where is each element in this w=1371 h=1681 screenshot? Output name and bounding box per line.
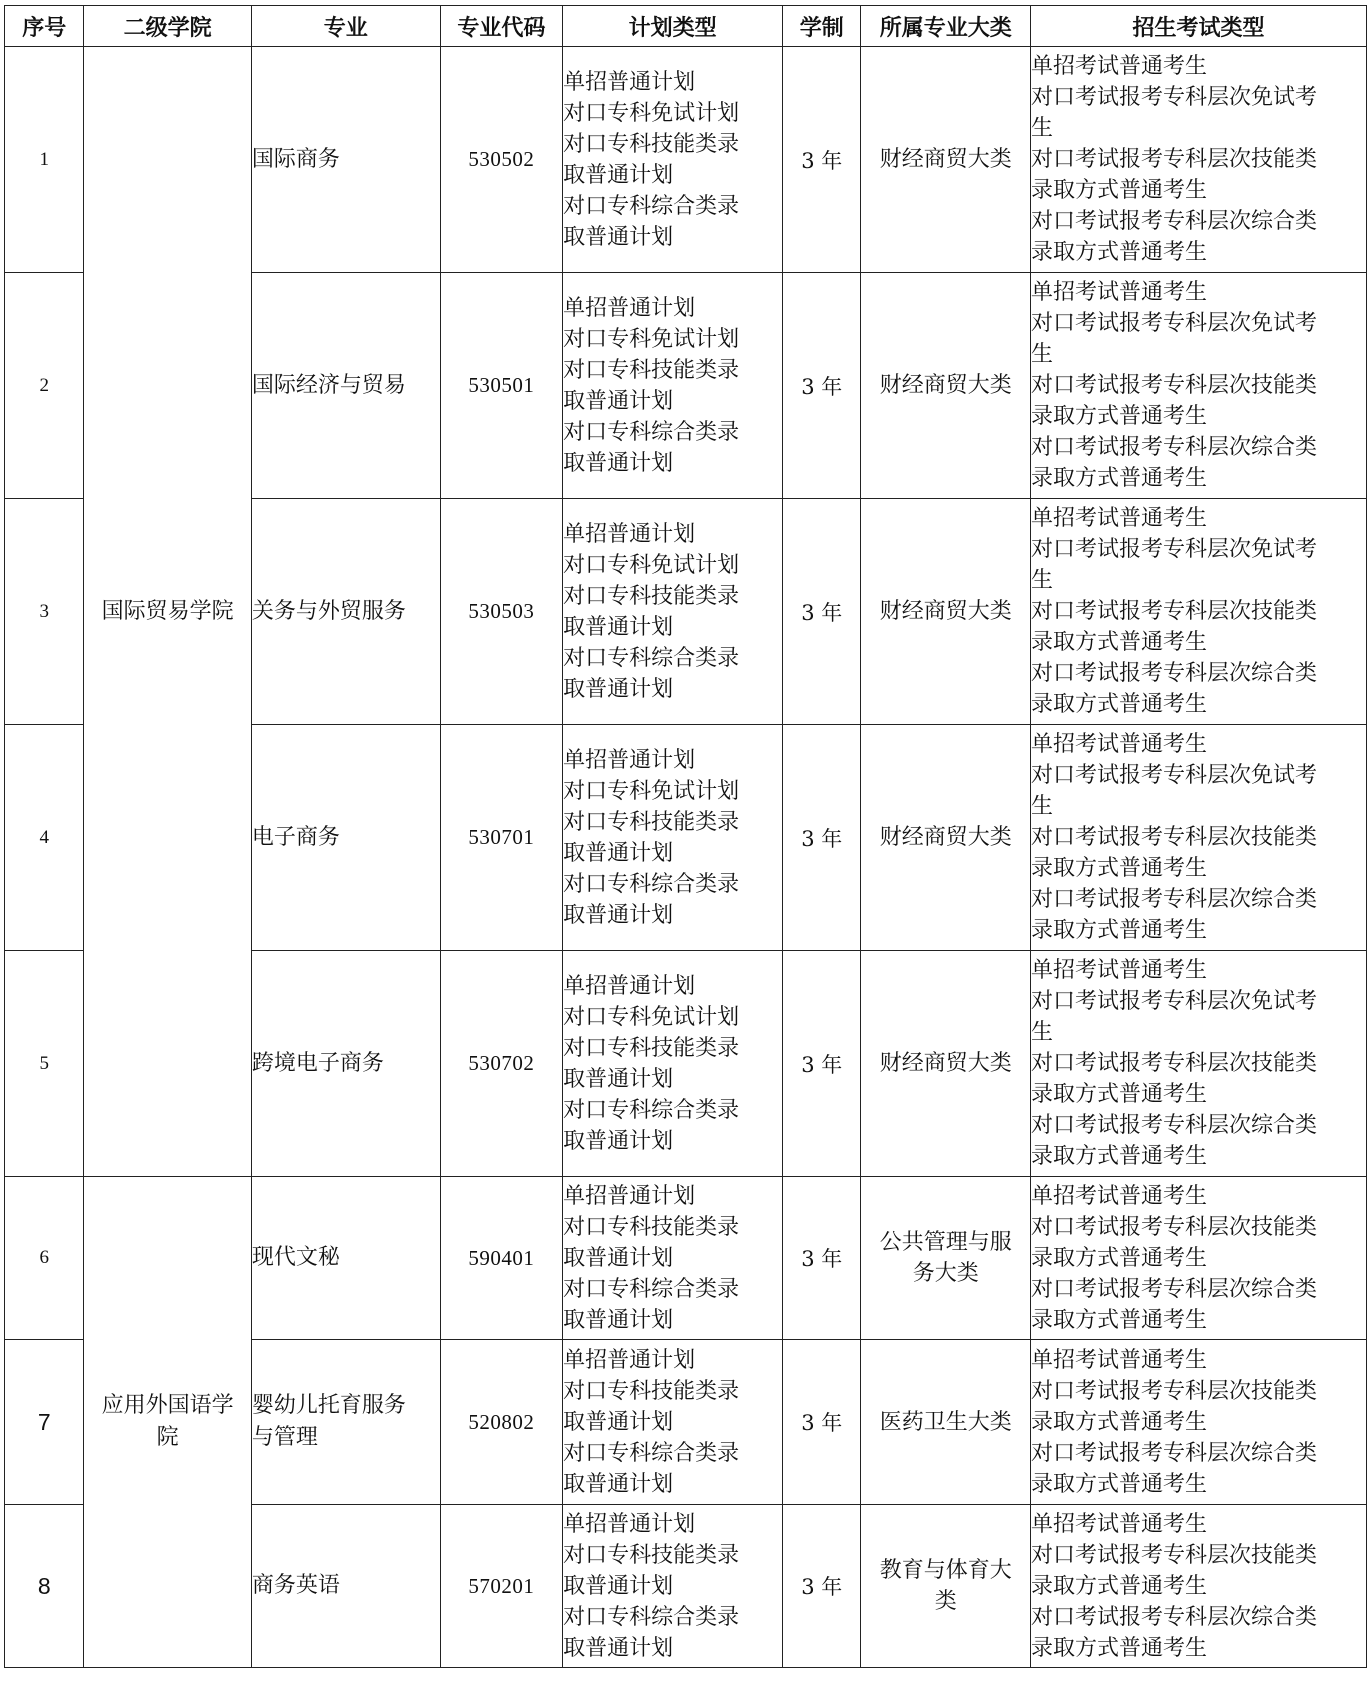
- category-line: 类: [934, 1589, 957, 1614]
- plan-line: 对口专科综合类录: [563, 1276, 740, 1302]
- exam-type-cell: [1031, 273, 1367, 499]
- plan-line: 取普通计划: [563, 162, 674, 188]
- plan-line: 取普通计划: [563, 1066, 674, 1092]
- plan-type-cell: [563, 951, 783, 1177]
- duration: 3 年: [783, 273, 861, 499]
- table-row: [5, 1177, 1367, 1340]
- exam-line: 对口考试报考专科层次技能类: [1031, 147, 1318, 172]
- exam-line: 录取方式普通考生: [1031, 1245, 1208, 1271]
- plan-type-cell: [563, 1505, 783, 1668]
- plan-line: 单招普通计划: [563, 69, 696, 95]
- plan-line: 取普通计划: [563, 1245, 674, 1271]
- plan-type-cell: [563, 47, 783, 273]
- plan-line: 对口专科免试计划: [563, 552, 740, 578]
- plan-line: 取普通计划: [563, 1471, 674, 1497]
- category-line: 务大类: [912, 1261, 979, 1286]
- duration: 3 年: [783, 47, 861, 273]
- plan-type-cell: [563, 499, 783, 725]
- category: 财经商贸大类: [861, 47, 1031, 273]
- row-index: 6: [5, 1177, 84, 1340]
- exam-line: 单招考试普通考生: [1031, 1511, 1208, 1537]
- major-code: 590401: [440, 1177, 562, 1340]
- enrollment-table: [4, 5, 1367, 1668]
- plan-line: 单招普通计划: [563, 973, 696, 999]
- plan-line: 取普通计划: [563, 1573, 674, 1599]
- exam-line: 单招考试普通考生: [1031, 54, 1208, 79]
- duration: 3 年: [783, 1505, 861, 1668]
- plan-line: 取普通计划: [563, 1409, 674, 1435]
- exam-line: 生: [1031, 342, 1054, 367]
- plan-line: 对口专科免试计划: [563, 100, 740, 126]
- header-index: 序号: [5, 6, 84, 47]
- exam-line: 对口考试报考专科层次技能类: [1031, 1542, 1318, 1568]
- plan-line: 单招普通计划: [563, 1511, 696, 1537]
- exam-type-cell: [1031, 725, 1367, 951]
- row-index: 4: [5, 725, 84, 951]
- exam-type-cell: [1031, 1505, 1367, 1668]
- plan-line: 单招普通计划: [563, 1347, 696, 1373]
- exam-line: 对口考试报考专科层次技能类: [1031, 1214, 1318, 1240]
- exam-line: 对口考试报考专科层次免试考: [1031, 85, 1318, 110]
- header-duration: 学制: [783, 6, 861, 47]
- category: 医药卫生大类: [861, 1340, 1031, 1505]
- plan-line: 对口专科技能类录: [563, 131, 740, 157]
- exam-type-cell: [1031, 951, 1367, 1177]
- row-index: 2: [5, 273, 84, 499]
- plan-type-cell: [563, 1340, 783, 1505]
- exam-line: 对口考试报考专科层次综合类: [1031, 661, 1318, 686]
- major-name: [251, 1340, 440, 1505]
- plan-line: 取普通计划: [563, 1307, 674, 1333]
- exam-line: 单招考试普通考生: [1031, 1183, 1208, 1209]
- plan-line: 对口专科免试计划: [563, 1004, 740, 1030]
- plan-line: 单招普通计划: [563, 295, 696, 321]
- exam-line: 单招考试普通考生: [1031, 1347, 1208, 1373]
- plan-line: 取普通计划: [563, 614, 674, 640]
- plan-line: 取普通计划: [563, 1635, 674, 1661]
- plan-line: 取普通计划: [563, 224, 674, 250]
- exam-line: 生: [1031, 116, 1054, 141]
- major-name: 商务英语: [251, 1505, 440, 1668]
- category-line: 教育与体育大: [879, 1558, 1012, 1583]
- exam-line: 单招考试普通考生: [1031, 732, 1208, 757]
- plan-line: 单招普通计划: [563, 1183, 696, 1209]
- major-code: 520802: [440, 1340, 562, 1505]
- plan-line: 对口专科综合类录: [563, 1440, 740, 1466]
- major-name: 电子商务: [251, 725, 440, 951]
- plan-line: 对口专科技能类录: [563, 1035, 740, 1061]
- table-row: [5, 47, 1367, 273]
- table-header-row: [5, 6, 1367, 47]
- row-index: 5: [5, 951, 84, 1177]
- row-index: 7: [5, 1340, 84, 1505]
- major-name: 国际经济与贸易: [251, 273, 440, 499]
- exam-line: 对口考试报考专科层次技能类: [1031, 1378, 1318, 1404]
- plan-line: 对口专科技能类录: [563, 1214, 740, 1240]
- plan-line: 取普通计划: [563, 676, 674, 702]
- exam-line: 对口考试报考专科层次综合类: [1031, 1276, 1318, 1302]
- exam-line: 对口考试报考专科层次技能类: [1031, 599, 1318, 624]
- exam-line: 录取方式普通考生: [1031, 466, 1208, 491]
- plan-line: 对口专科综合类录: [563, 645, 740, 671]
- exam-line: 对口考试报考专科层次免试考: [1031, 989, 1318, 1014]
- plan-line: 对口专科综合类录: [563, 193, 740, 219]
- exam-line: 录取方式普通考生: [1031, 856, 1208, 881]
- category: 财经商贸大类: [861, 725, 1031, 951]
- exam-line: 录取方式普通考生: [1031, 630, 1208, 655]
- header-major: 专业: [251, 6, 440, 47]
- row-index: 1: [5, 47, 84, 273]
- plan-line: 单招普通计划: [563, 521, 696, 547]
- category: [861, 1505, 1031, 1668]
- exam-line: 录取方式普通考生: [1031, 178, 1208, 203]
- plan-line: 对口专科技能类录: [563, 1542, 740, 1568]
- header-category: 所属专业大类: [861, 6, 1031, 47]
- exam-line: 录取方式普通考生: [1031, 1144, 1208, 1169]
- exam-line: 对口考试报考专科层次综合类: [1031, 1604, 1318, 1630]
- exam-line: 对口考试报考专科层次技能类: [1031, 1051, 1318, 1076]
- duration: 3 年: [783, 725, 861, 951]
- exam-type-cell: [1031, 499, 1367, 725]
- duration: 3 年: [783, 499, 861, 725]
- exam-line: 对口考试报考专科层次技能类: [1031, 825, 1318, 850]
- row-index: 8: [5, 1505, 84, 1668]
- plan-line: 对口专科免试计划: [563, 778, 740, 804]
- exam-line: 单招考试普通考生: [1031, 280, 1208, 305]
- plan-type-cell: [563, 725, 783, 951]
- major-name: 跨境电子商务: [251, 951, 440, 1177]
- major-code: 570201: [440, 1505, 562, 1668]
- exam-line: 对口考试报考专科层次技能类: [1031, 373, 1318, 398]
- exam-line: 录取方式普通考生: [1031, 1409, 1208, 1435]
- major-name: 关务与外贸服务: [251, 499, 440, 725]
- exam-line: 对口考试报考专科层次免试考: [1031, 537, 1318, 562]
- exam-line: 录取方式普通考生: [1031, 692, 1208, 717]
- plan-type-cell: [563, 273, 783, 499]
- header-major-code: 专业代码: [440, 6, 562, 47]
- duration: 3 年: [783, 1177, 861, 1340]
- major-line: 与管理: [251, 1425, 318, 1450]
- major-name: 现代文秘: [251, 1177, 440, 1340]
- plan-line: 对口专科技能类录: [563, 809, 740, 835]
- college-cell: 国际贸易学院: [84, 47, 251, 1177]
- exam-line: 录取方式普通考生: [1031, 1082, 1208, 1107]
- plan-line: 对口专科技能类录: [563, 357, 740, 383]
- exam-line: 对口考试报考专科层次综合类: [1031, 1113, 1318, 1138]
- plan-line: 取普通计划: [563, 388, 674, 414]
- major-name: 国际商务: [251, 47, 440, 273]
- category: [861, 1177, 1031, 1340]
- plan-line: 单招普通计划: [563, 747, 696, 773]
- header-exam-type: 招生考试类型: [1031, 6, 1367, 47]
- exam-type-cell: [1031, 47, 1367, 273]
- header-plan-type: 计划类型: [563, 6, 783, 47]
- exam-line: 录取方式普通考生: [1031, 1471, 1208, 1497]
- exam-line: 对口考试报考专科层次综合类: [1031, 435, 1318, 460]
- major-code: 530501: [440, 273, 562, 499]
- plan-type-cell: [563, 1177, 783, 1340]
- plan-line: 对口专科综合类录: [563, 419, 740, 445]
- exam-line: 单招考试普通考生: [1031, 958, 1208, 983]
- plan-line: 对口专科免试计划: [563, 326, 740, 352]
- plan-line: 对口专科综合类录: [563, 871, 740, 897]
- plan-line: 对口专科技能类录: [563, 1378, 740, 1404]
- plan-line: 对口专科技能类录: [563, 583, 740, 609]
- exam-line: 录取方式普通考生: [1031, 1307, 1208, 1333]
- plan-line: 取普通计划: [563, 902, 674, 928]
- major-code: 530503: [440, 499, 562, 725]
- exam-type-cell: [1031, 1177, 1367, 1340]
- category: 财经商贸大类: [861, 951, 1031, 1177]
- category-line: 公共管理与服: [879, 1230, 1012, 1255]
- row-index: 3: [5, 499, 84, 725]
- exam-line: 生: [1031, 568, 1054, 593]
- exam-line: 录取方式普通考生: [1031, 918, 1208, 943]
- exam-type-cell: [1031, 1340, 1367, 1505]
- major-code: 530702: [440, 951, 562, 1177]
- exam-line: 生: [1031, 1020, 1054, 1045]
- college-cell: [84, 1177, 251, 1668]
- plan-line: 取普通计划: [563, 840, 674, 866]
- duration: 3 年: [783, 1340, 861, 1505]
- exam-line: 录取方式普通考生: [1031, 1573, 1208, 1599]
- exam-line: 录取方式普通考生: [1031, 240, 1208, 265]
- major-code: 530701: [440, 725, 562, 951]
- exam-line: 录取方式普通考生: [1031, 1635, 1208, 1661]
- exam-line: 生: [1031, 794, 1054, 819]
- category: 财经商贸大类: [861, 499, 1031, 725]
- exam-line: 对口考试报考专科层次综合类: [1031, 209, 1318, 234]
- category: 财经商贸大类: [861, 273, 1031, 499]
- exam-line: 对口考试报考专科层次综合类: [1031, 887, 1318, 912]
- exam-line: 对口考试报考专科层次免试考: [1031, 311, 1318, 336]
- document-page: [4, 5, 1367, 1668]
- exam-line: 对口考试报考专科层次免试考: [1031, 763, 1318, 788]
- header-college: 二级学院: [84, 6, 251, 47]
- plan-line: 取普通计划: [563, 1128, 674, 1154]
- exam-line: 录取方式普通考生: [1031, 404, 1208, 429]
- college-name: 应用外国语学院: [101, 1393, 234, 1450]
- major-code: 530502: [440, 47, 562, 273]
- plan-line: 取普通计划: [563, 450, 674, 476]
- plan-line: 对口专科综合类录: [563, 1604, 740, 1630]
- duration: 3 年: [783, 951, 861, 1177]
- exam-line: 单招考试普通考生: [1031, 506, 1208, 531]
- major-line: 婴幼儿托育服务: [251, 1393, 406, 1418]
- exam-line: 对口考试报考专科层次综合类: [1031, 1440, 1318, 1466]
- plan-line: 对口专科综合类录: [563, 1097, 740, 1123]
